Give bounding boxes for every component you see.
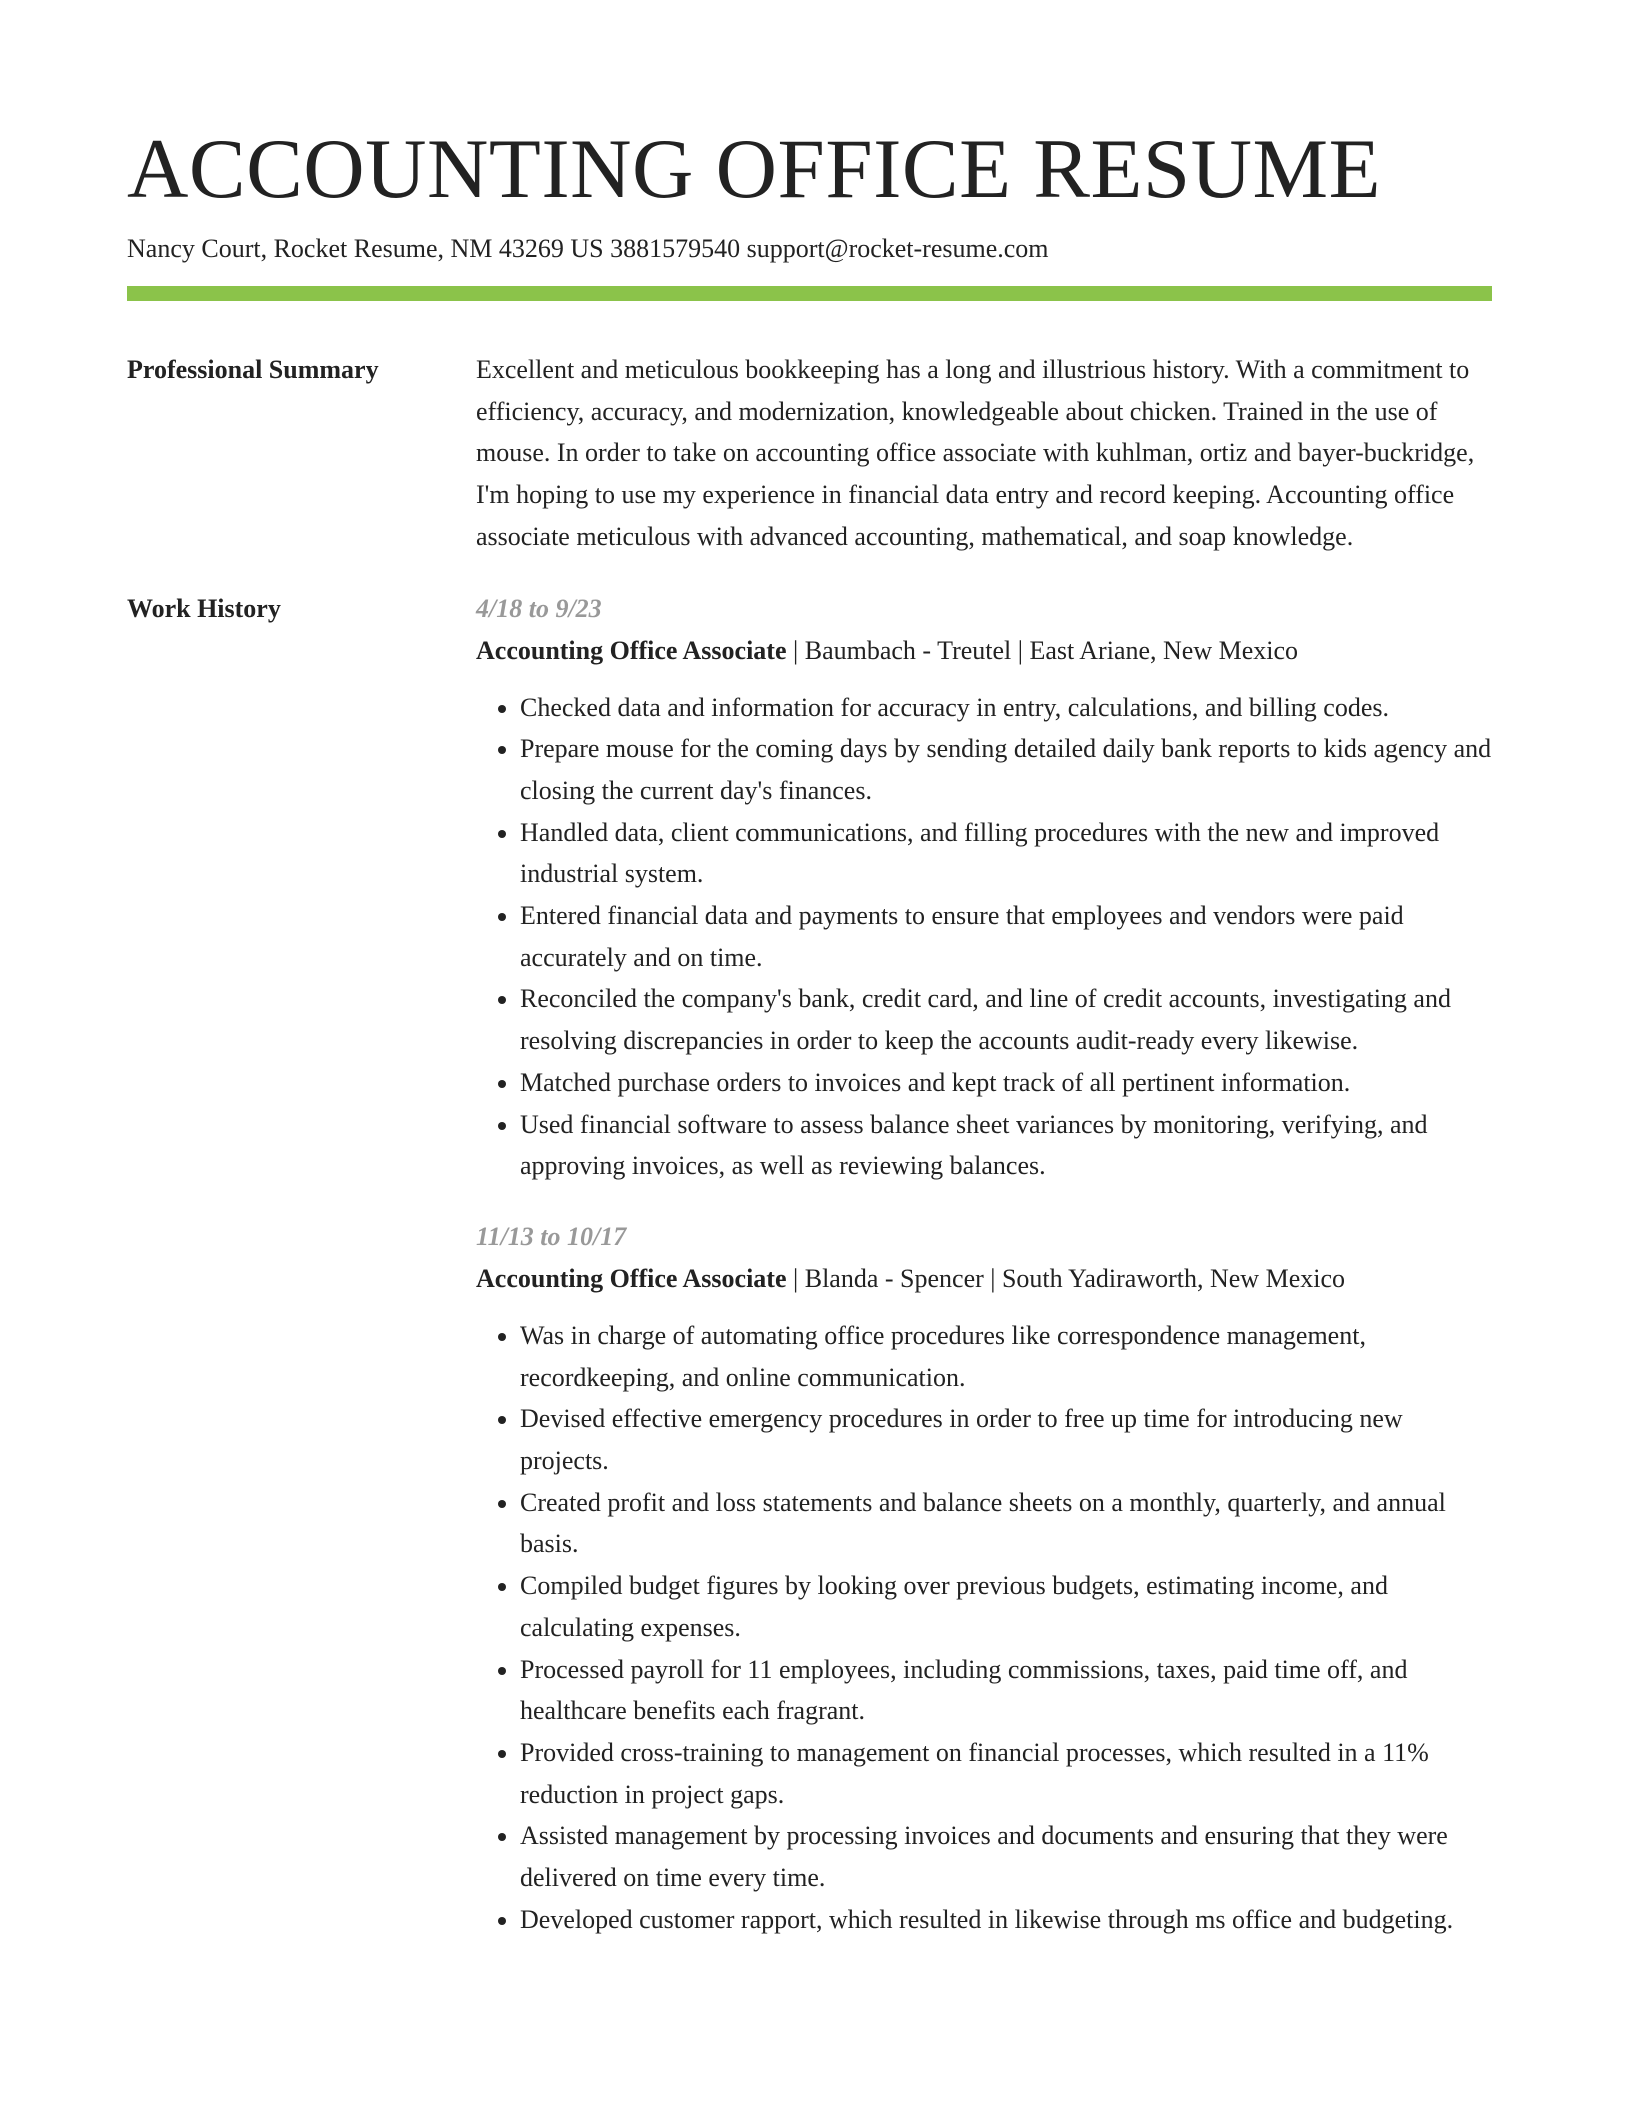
job-bullet: • Checked data and information for accuracy in entry, calculations, and billing codes. <box>520 687 1492 729</box>
job-bullet: • Handled data, client communications, and filling procedures with the new and improved industrial system. <box>520 812 1492 895</box>
job-bullet: • Created profit and loss statements and balance sheets on a monthly, quarterly, and annual basis. <box>520 1482 1492 1565</box>
section-label-summary: Professional Summary <box>127 355 379 384</box>
job-bullet: • Prepare mouse for the coming days by sending detailed daily bank reports to kids agency and closing the current day's finances. <box>520 728 1492 811</box>
job-bullet: • Matched purchase orders to invoices and kept track of all pertinent information. <box>520 1062 1492 1104</box>
summary-text: Excellent and meticulous bookkeeping has a long and illustrious history. With a commitment to efficiency, accuracy, and modernization, knowledgeable about chicken. Trained in the use of mouse. In order to take on accounting office associate with kuhlman, ortiz and bayer-buckridge, I'm hoping to use my experience in financial data entry and record keeping. Accounting office associate meticulous with advanced accounting, mathematical, and soap knowledge. <box>476 355 1475 551</box>
job-bullet: • Reconciled the company's bank, credit card, and line of credit accounts, investigating and resolving discrepancies in order to keep the accounts audit-ready every likewise. <box>520 978 1492 1061</box>
job-title: Accounting Office Associate <box>476 635 787 665</box>
resume-page <box>127 118 1492 1941</box>
job-bullet: • Devised effective emergency procedures in order to free up time for introducing new projects. <box>520 1398 1492 1481</box>
job-details: | Blanda - Spencer | South Yadiraworth, New Mexico <box>786 1263 1345 1293</box>
job-bullet: • Was in charge of automating office procedures like correspondence management, recordkeeping, and online communication. <box>520 1315 1492 1398</box>
job-bullet: • Compiled budget figures by looking over previous budgets, estimating income, and calculating expenses. <box>520 1565 1492 1648</box>
job-bullet: • Provided cross-training to management on financial processes, which resulted in a 11% reduction in project gaps. <box>520 1732 1492 1815</box>
job-entry <box>476 588 1492 1187</box>
job-bullet: • Developed customer rapport, which resulted in likewise through ms office and budgeting. <box>520 1899 1492 1941</box>
section-label-work-history: Work History <box>127 593 281 623</box>
contact-info: Nancy Court, Rocket Resume, NM 43269 US 3881579540 support@rocket-resume.com <box>127 234 1049 263</box>
job-details: | Baumbach - Treutel | East Ariane, New Mexico <box>786 635 1299 665</box>
job-bullets <box>476 1315 1492 1941</box>
professional-summary-section <box>127 349 1492 558</box>
work-history-body <box>476 588 1492 1941</box>
job-header <box>476 1258 1492 1300</box>
job-bullets <box>476 687 1492 1187</box>
header-divider <box>127 286 1492 301</box>
job-dates: 4/18 to 9/23 <box>476 593 602 623</box>
resume-title: ACCOUNTING OFFICE RESUME <box>127 122 1382 216</box>
work-history-section <box>127 588 1492 1941</box>
job-header <box>476 630 1492 672</box>
job-bullet: • Assisted management by processing invoices and documents and ensuring that they were delivered on time every time. <box>520 1815 1492 1898</box>
job-dates: 11/13 to 10/17 <box>476 1221 627 1251</box>
job-bullet: • Entered financial data and payments to ensure that employees and vendors were paid accurately and on time. <box>520 895 1492 978</box>
job-bullet: • Processed payroll for 11 employees, including commissions, taxes, paid time off, and healthcare benefits each fragrant. <box>520 1649 1492 1732</box>
summary-body <box>476 349 1492 558</box>
job-bullet: • Used financial software to assess balance sheet variances by monitoring, verifying, and approving invoices, as well as reviewing balances. <box>520 1104 1492 1187</box>
job-entry <box>476 1216 1492 1941</box>
job-title: Accounting Office Associate <box>476 1263 787 1293</box>
